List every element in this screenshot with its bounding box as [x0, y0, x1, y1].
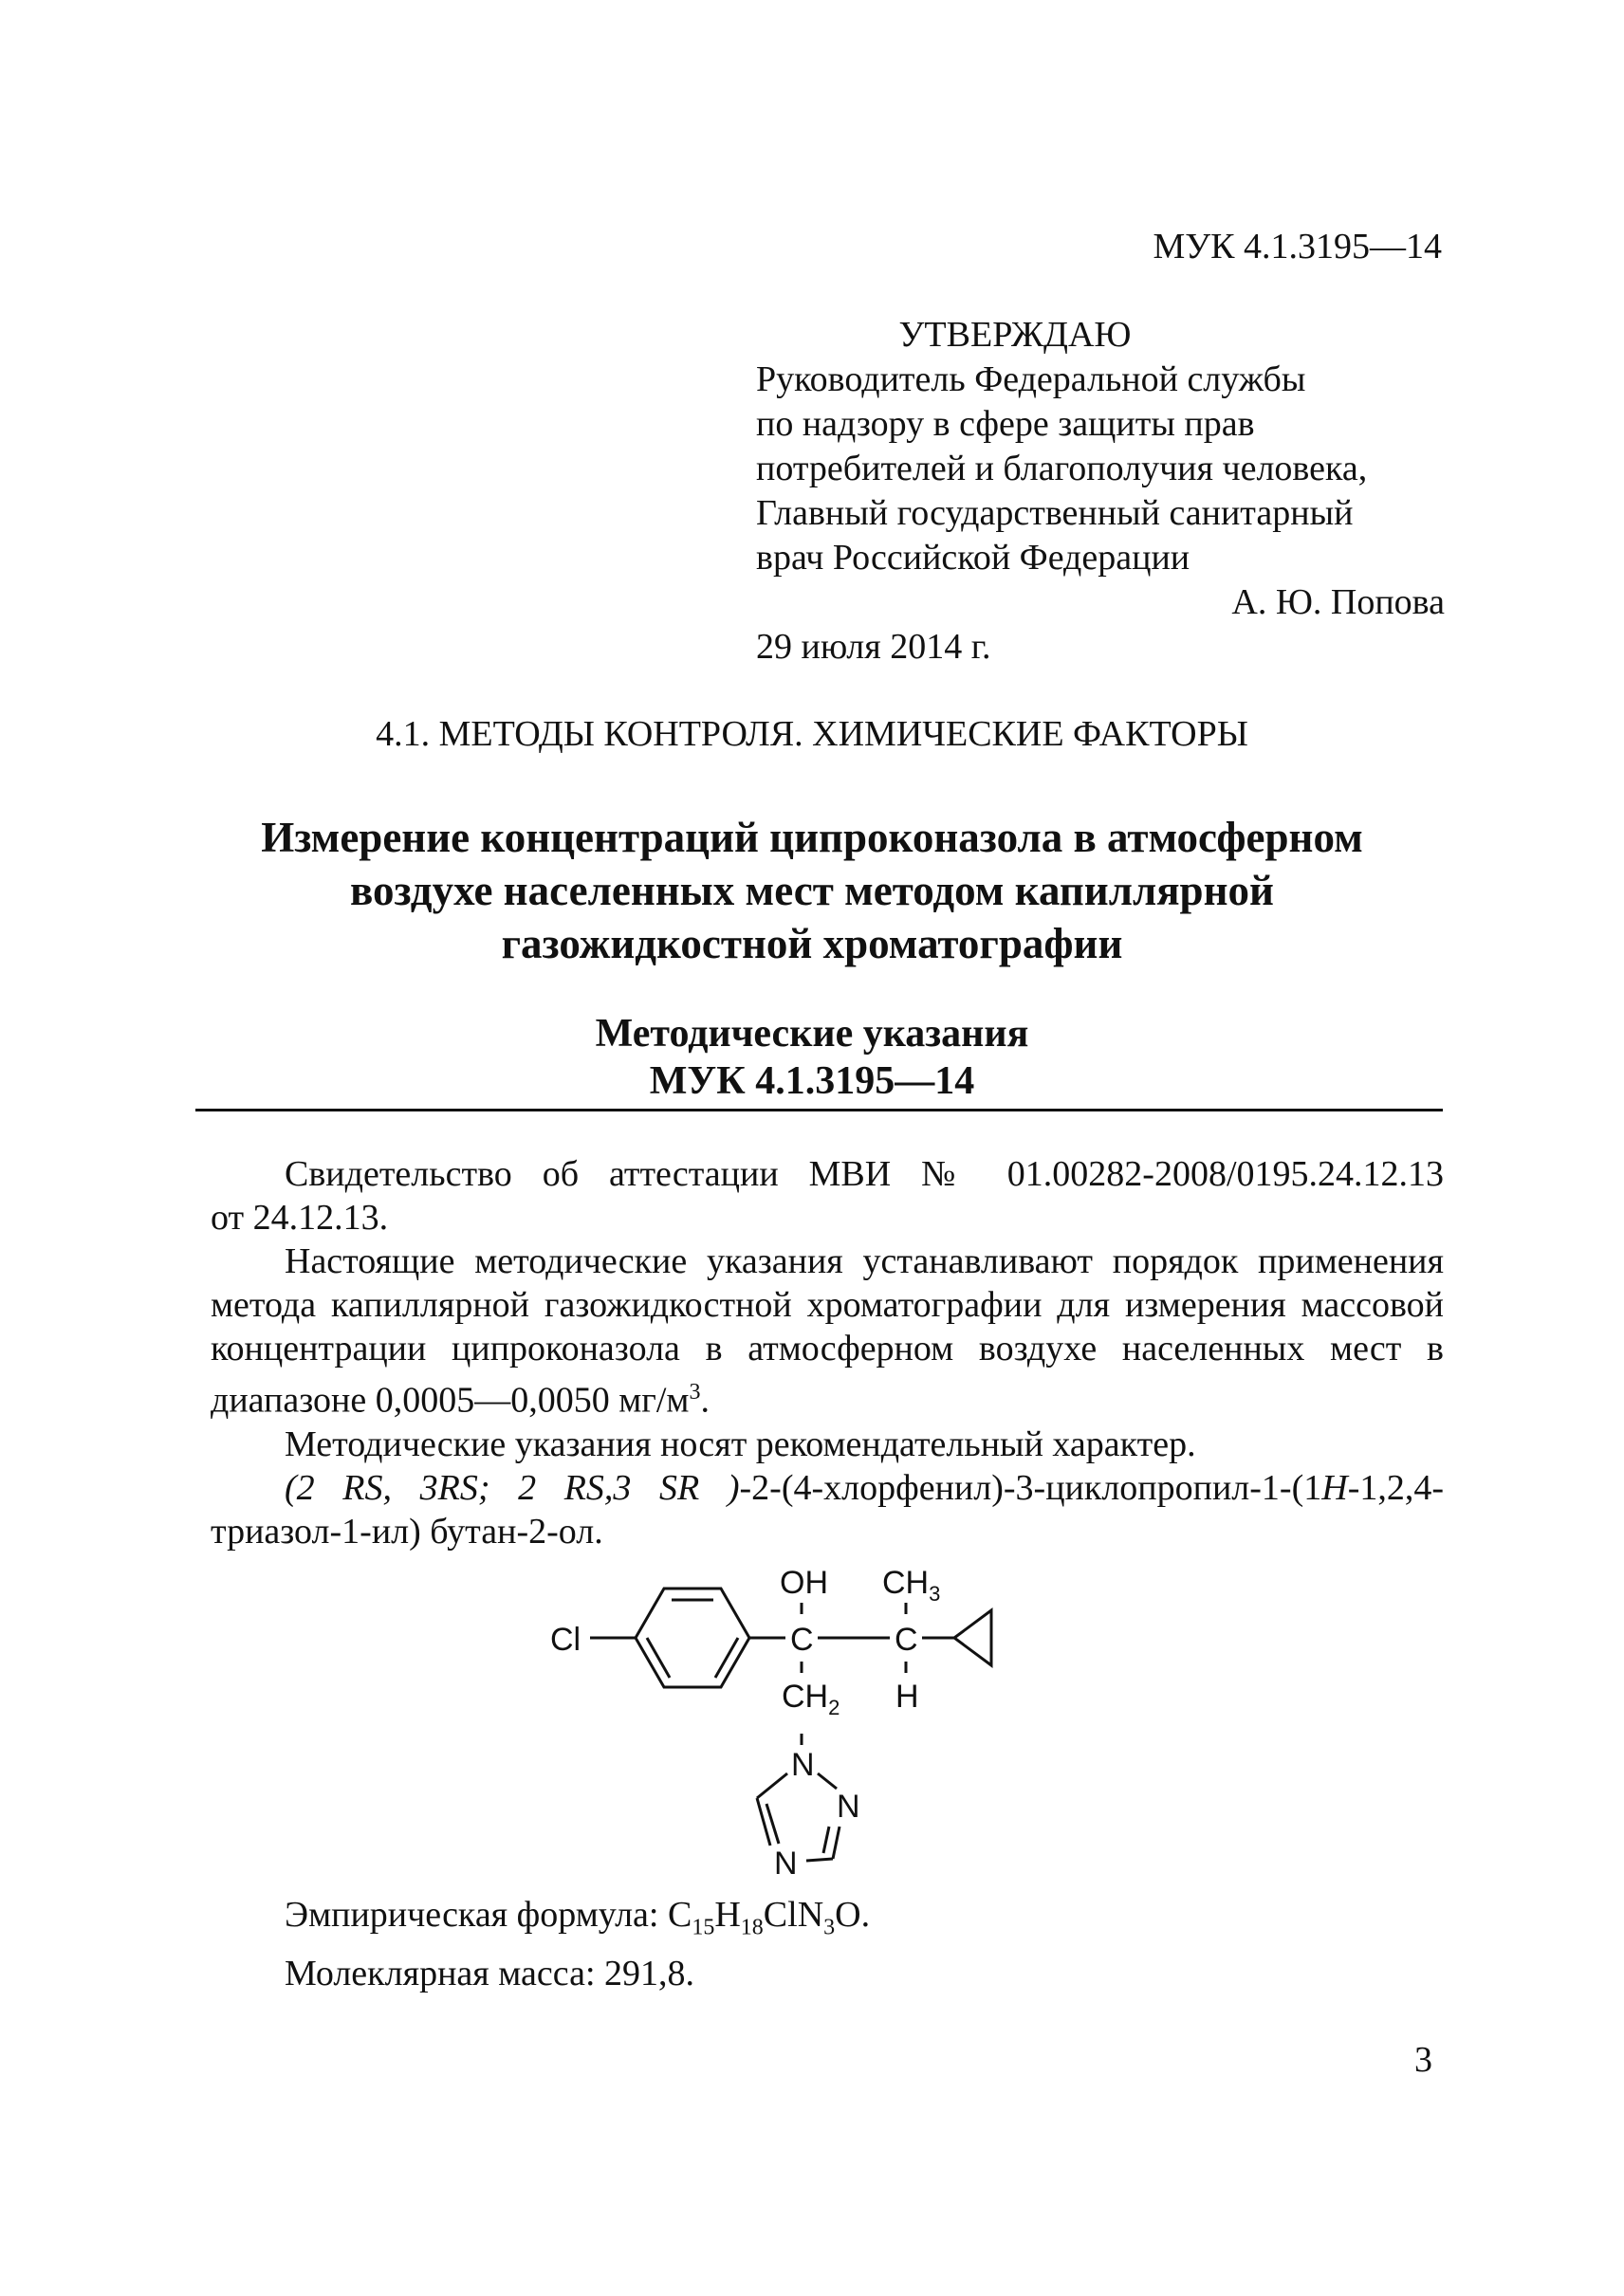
approval-line: Главный государственный санитарный [756, 493, 1354, 533]
title-line: Измерение концентраций ципроконазола в атмосферном [261, 814, 1363, 861]
atom-h: H [895, 1679, 919, 1715]
title-line: газожидкостной хроматографии [501, 920, 1123, 967]
atom-n2: N [837, 1789, 860, 1825]
formula-label: Эмпирическая формула: [285, 1895, 668, 1935]
advisory-paragraph: Методические указания носят рекомендательный характер. [285, 1424, 1196, 1464]
triazole-bond [806, 1859, 833, 1861]
atom-n1: N [791, 1747, 815, 1783]
document-code: МУК 4.1.3195—14 [1153, 227, 1442, 266]
title-line: воздухе населенных мест методом капиллярной [350, 867, 1274, 914]
formula-block [285, 1892, 870, 1996]
iupac-name-end: триазол-1-ил) бутан-2-ол. [211, 1511, 603, 1552]
cyclopropyl-ring [954, 1610, 991, 1665]
iupac-name [211, 1466, 1444, 1510]
document-subtitle [171, 1010, 1453, 1105]
iupac-mid: -2-(4-хлорфенил)-3-циклопропил-1-(1 [739, 1467, 1322, 1508]
atom-oh: OH [780, 1565, 828, 1601]
iupac-h: H [1321, 1467, 1348, 1508]
approval-heading: УТВЕРЖДАЮ [898, 315, 1132, 355]
scope-paragraph [211, 1240, 1444, 1423]
approval-signatory: А. Ю. Попова [1231, 582, 1445, 622]
subtitle-line: Методические указания [595, 1012, 1029, 1056]
certificate-text: Свидетельство об аттестации МВИ № 01.00282-2008/0195.24.12.13 [285, 1154, 1444, 1194]
iupac-tail: -1,2,4- [1347, 1467, 1444, 1508]
body-text [211, 1152, 1444, 1553]
atom-n4: N [774, 1846, 798, 1882]
triazole-bond [833, 1827, 840, 1859]
formula-c: C [667, 1895, 692, 1935]
triazole-double-bond [823, 1827, 829, 1853]
section-heading: 4.1. МЕТОДЫ КОНТРОЛЯ. ХИМИЧЕСКИЕ ФАКТОРЫ [376, 714, 1248, 754]
triazole-bond [818, 1773, 837, 1789]
atom-cl: Cl [550, 1622, 581, 1658]
iupac-stereo: (2 RS, 3RS; 2 RS,3 SR ) [285, 1467, 740, 1508]
ring-double-bond [647, 1638, 670, 1678]
subtitle-code: МУК 4.1.3195—14 [649, 1059, 975, 1103]
atom-ch2: $CH_2$ [782, 1679, 840, 1719]
formula-n-count: 3 [823, 1915, 836, 1940]
title-divider [195, 1109, 1443, 1111]
triazole-bond [757, 1773, 787, 1798]
atom-c1: C [790, 1622, 814, 1658]
scope-end: . [700, 1380, 710, 1421]
formula-h-count: 18 [740, 1915, 764, 1940]
empirical-formula [285, 1892, 870, 1951]
ring-double-bond [715, 1638, 738, 1678]
document-title [171, 811, 1453, 970]
formula-o: O. [835, 1895, 871, 1935]
approval-line: по надзору в сфере защиты прав [756, 404, 1255, 444]
benzene-ring [636, 1589, 749, 1687]
approval-line: потребителей и благополучия человека, [756, 449, 1368, 488]
molecular-mass: Молеклярная масса: 291,8. [285, 1953, 695, 1993]
page-number: 3 [1414, 2040, 1432, 2080]
formula-h: H [714, 1895, 741, 1935]
certificate-date: от 24.12.13. [211, 1198, 389, 1238]
approval-line: врач Российской Федерации [756, 538, 1190, 578]
certificate-paragraph [211, 1152, 1444, 1196]
scope-superscript: 3 [689, 1380, 701, 1405]
atom-ch3: $CH_3$ [882, 1565, 941, 1606]
approval-line: Руководитель Федеральной службы [756, 359, 1306, 399]
formula-cln: ClN [763, 1895, 824, 1935]
approval-date: 29 июля 2014 г. [756, 627, 991, 667]
approval-block [756, 313, 1445, 670]
atom-c2: C [895, 1622, 918, 1658]
scope-text: Настоящие методические указания устанавливают порядок применения метода капиллярной газожидкостной хроматографии для измерения массовой концентрации ципроконазола в атмосферном воздухе населенных мест в диапазоне 0,0005—0,0050 мг/м [211, 1241, 1444, 1421]
formula-c-count: 15 [692, 1915, 715, 1940]
structural-formula [531, 1546, 1119, 1887]
